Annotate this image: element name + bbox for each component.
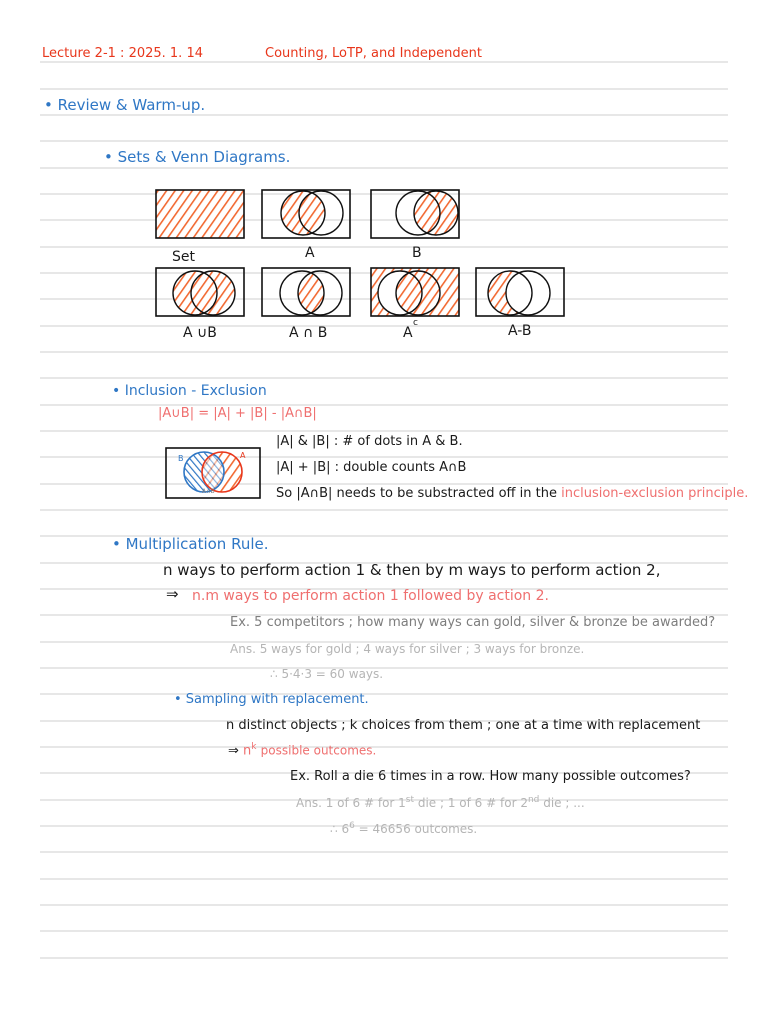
sampling-arrow: ⇒	[228, 743, 239, 759]
sampling-result	[330, 822, 477, 835]
venn-union-diagram	[156, 268, 244, 316]
sampling-exponent: k	[251, 742, 257, 752]
sampling-result-line	[228, 743, 376, 757]
sampling-result-exp: 6	[349, 821, 355, 831]
inclusion-principle-highlight: inclusion-exclusion principle.	[561, 486, 749, 501]
venn-complement-diagram	[371, 268, 459, 316]
sets-venn-heading: • Sets & Venn Diagrams.	[104, 148, 291, 166]
venn-label-b: B	[412, 245, 422, 261]
inclusion-exclusion-heading: • Inclusion - Exclusion	[112, 383, 267, 399]
sampling-result-a: ∴ 6	[330, 822, 350, 836]
venn-label-complement-sup: c	[413, 318, 418, 328]
inclusion-line-3-text: So |A∩B| needs to be substracted off in the	[276, 486, 557, 501]
inclusion-line-3	[276, 487, 748, 500]
sampling-answer-c: die ; ...	[543, 796, 585, 810]
venn-label-complement: A	[403, 325, 413, 341]
review-heading: • Review & Warm-up.	[44, 96, 206, 114]
inclusion-line-1: |A| & |B| : # of dots in A & B.	[276, 434, 463, 449]
sampling-answer-sup-nd: nd	[527, 795, 540, 805]
sampling-answer-a: Ans. 1 of 6 # for 1	[296, 796, 406, 810]
multiplication-line-2: n.m ways to perform action 1 followed by action 2.	[192, 588, 549, 604]
venn-label-union: A ∪B	[183, 325, 217, 341]
multiplication-answer: Ans. 5 ways for gold ; 4 ways for silver ; 3 ways for bronze.	[230, 642, 585, 656]
lecture-title: Lecture 2-1 : 2025. 1. 14	[42, 46, 203, 61]
sampling-example: Ex. Roll a die 6 times in a row. How many possible outcomes?	[290, 769, 691, 784]
venn-label-set: Set	[172, 249, 195, 265]
venn-b-diagram	[371, 190, 459, 238]
sampling-answer-sup-st: st	[405, 795, 415, 805]
lecture-topic: Counting, LoTP, and Independent	[265, 46, 482, 61]
multiplication-rule-heading: • Multiplication Rule.	[112, 535, 269, 553]
figure-label-a: A	[240, 451, 246, 460]
venn-label-a: A	[305, 245, 315, 261]
sampling-answer-b: die ; 1 of 6 # for 2	[417, 796, 528, 810]
sampling-base: n	[243, 743, 252, 759]
sampling-result-b: = 46656 outcomes.	[358, 822, 478, 836]
figure-label-b: B	[178, 454, 184, 463]
sampling-answer	[296, 796, 585, 809]
multiplication-example: Ex. 5 competitors ; how many ways can gold, silver & bronze be awarded?	[230, 615, 716, 630]
multiplication-line-1: n ways to perform action 1 & then by m ways to perform action 2,	[163, 561, 661, 579]
inclusion-line-2: |A| + |B| : double counts A∩B	[276, 460, 467, 475]
sampling-line-1: n distinct objects ; k choices from them ; one at a time with replacement	[226, 718, 701, 733]
venn-a-diagram	[262, 190, 350, 238]
venn-difference-diagram	[476, 268, 564, 316]
multiplication-arrow: ⇒	[166, 585, 179, 603]
venn-set-diagram	[156, 190, 244, 238]
multiplication-result: ∴ 5·4·3 = 60 ways.	[270, 667, 384, 681]
inclusion-exclusion-formula: |A∪B| = |A| + |B| - |A∩B|	[158, 406, 317, 421]
sampling-result-text: possible outcomes.	[260, 743, 377, 758]
venn-intersection-diagram	[262, 268, 350, 316]
venn-label-intersection: A ∩ B	[289, 325, 328, 341]
sampling-heading: • Sampling with replacement.	[174, 692, 369, 707]
figure-label-ab: A∩B	[202, 488, 215, 495]
venn-label-difference: A-B	[508, 323, 532, 339]
